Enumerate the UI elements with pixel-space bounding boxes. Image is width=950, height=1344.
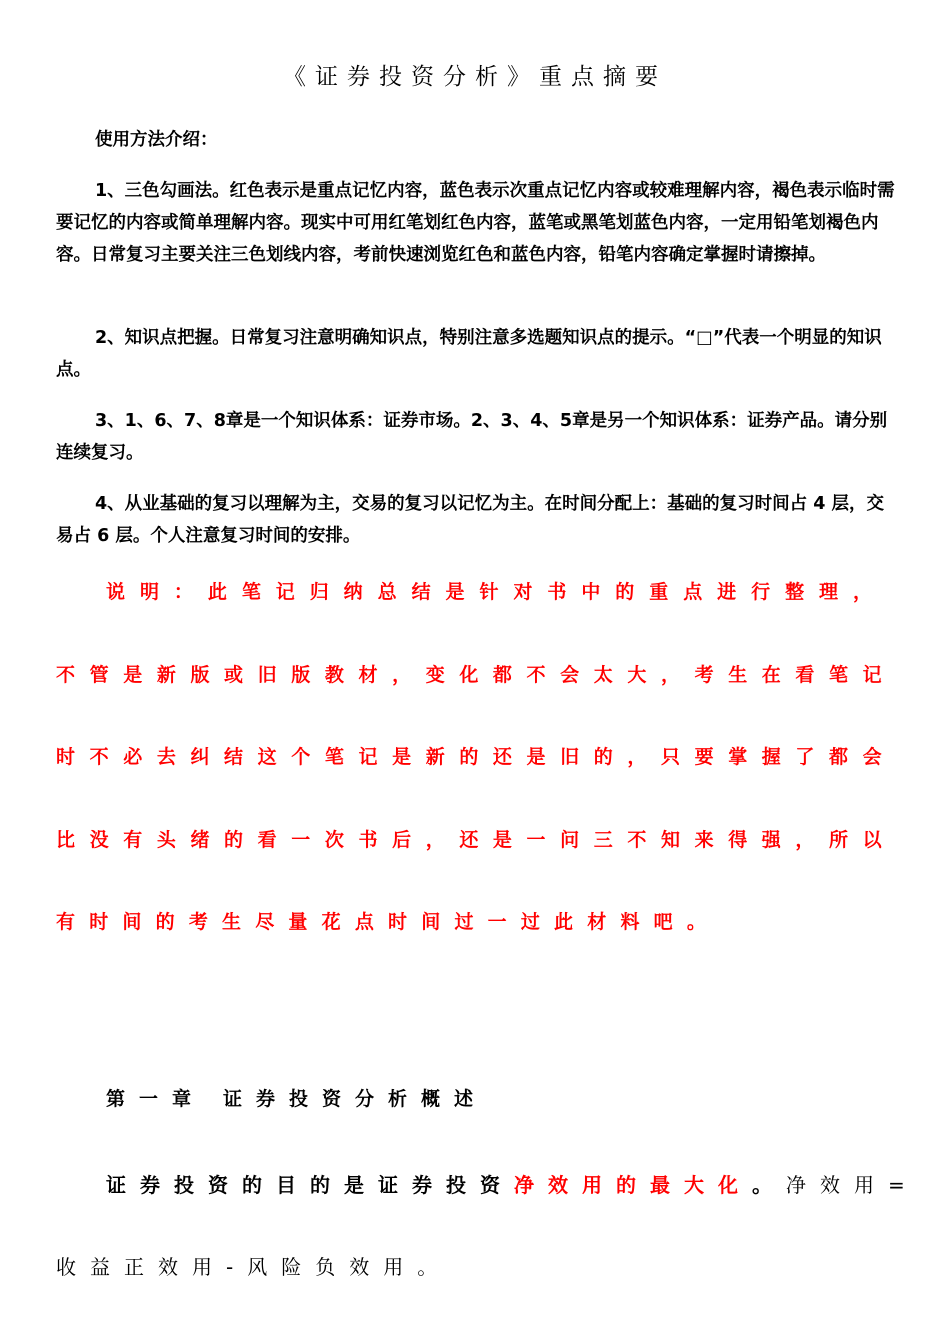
paragraph-4: 4、从业基础的复习以理解为主，交易的复习以记忆为主。在时间分配上：基础的复习时间占 4 层，交易占 6 层。个人注意复习时间的安排。 bbox=[56, 494, 885, 546]
note-text: 说 明 ： 此 笔 记 归 纳 总 结 是 针 对 书 中 的 重 点 进 行 整 理 ， bbox=[106, 581, 872, 603]
chapter-text-line-1 bbox=[106, 1169, 919, 1198]
note-text: 时 不 必 去 纠 结 这 个 笔 记 是 新 的 还 是 旧 的 ， 只 要 掌 握 了 都 会 bbox=[56, 746, 882, 768]
note-line-1 bbox=[106, 580, 872, 604]
note-text: 比 没 有 头 绪 的 看 一 次 书 后 ， 还 是 一 问 三 不 知 来 得 强 ， 所 以 bbox=[56, 829, 882, 851]
intro-heading: 使用方法介绍： bbox=[95, 130, 218, 150]
note-line-3 bbox=[56, 745, 882, 769]
chapter-title: 证券投资分析概述 bbox=[223, 1088, 488, 1110]
purpose-highlight: 净效用的最大化 bbox=[514, 1173, 752, 1197]
chapter-number: 第一章 bbox=[106, 1088, 206, 1110]
paragraph-1: 1、三色勾画法。红色表示是重点记忆内容，蓝色表示次重点记忆内容或较难理解内容，褐色表示临时需要记忆的内容或简单理解内容。现实中可用红笔划红色内容，蓝笔或黑笔划蓝色内容，一定用铅笔划褐色内容。日常复习主要关注三色划线内容，考前快速浏览红色和蓝色内容，铅笔内容确定掌握时请擦掉。 bbox=[56, 181, 895, 265]
purpose-period: 。 bbox=[752, 1173, 786, 1197]
paragraph-3: 3、1、6、7、8章是一个知识体系：证券市场。2、3、4、5章是另一个知识体系：证券产品。请分别连续复习。 bbox=[56, 411, 888, 463]
note-text: 有 时 间 的 考 生 尽 量 花 点 时 间 过 一 过 此 材 料 吧 。 bbox=[56, 911, 706, 933]
paragraph-2: 2、知识点把握。日常复习注意明确知识点，特别注意多选题知识点的提示。“□”代表一个明显的知识点。 bbox=[56, 328, 882, 380]
formula-rest: 收益正效用-风险负效用。 bbox=[56, 1255, 452, 1279]
formula-start: 净效用= bbox=[786, 1173, 919, 1197]
note-line-2 bbox=[56, 663, 882, 687]
note-line-4 bbox=[56, 828, 882, 852]
note-text: 不 管 是 新 版 或 旧 版 教 材 ， 变 化 都 不 会 太 大 ， 考 生 在 看 笔 记 bbox=[56, 664, 882, 686]
purpose-text: 证券投资的目的是证券投资 bbox=[106, 1173, 514, 1197]
chapter-text-line-2 bbox=[56, 1251, 898, 1280]
document-title: 《证券投资分析》重点摘要 bbox=[283, 64, 667, 90]
chapter-heading bbox=[106, 1084, 487, 1111]
note-line-5 bbox=[56, 910, 706, 934]
